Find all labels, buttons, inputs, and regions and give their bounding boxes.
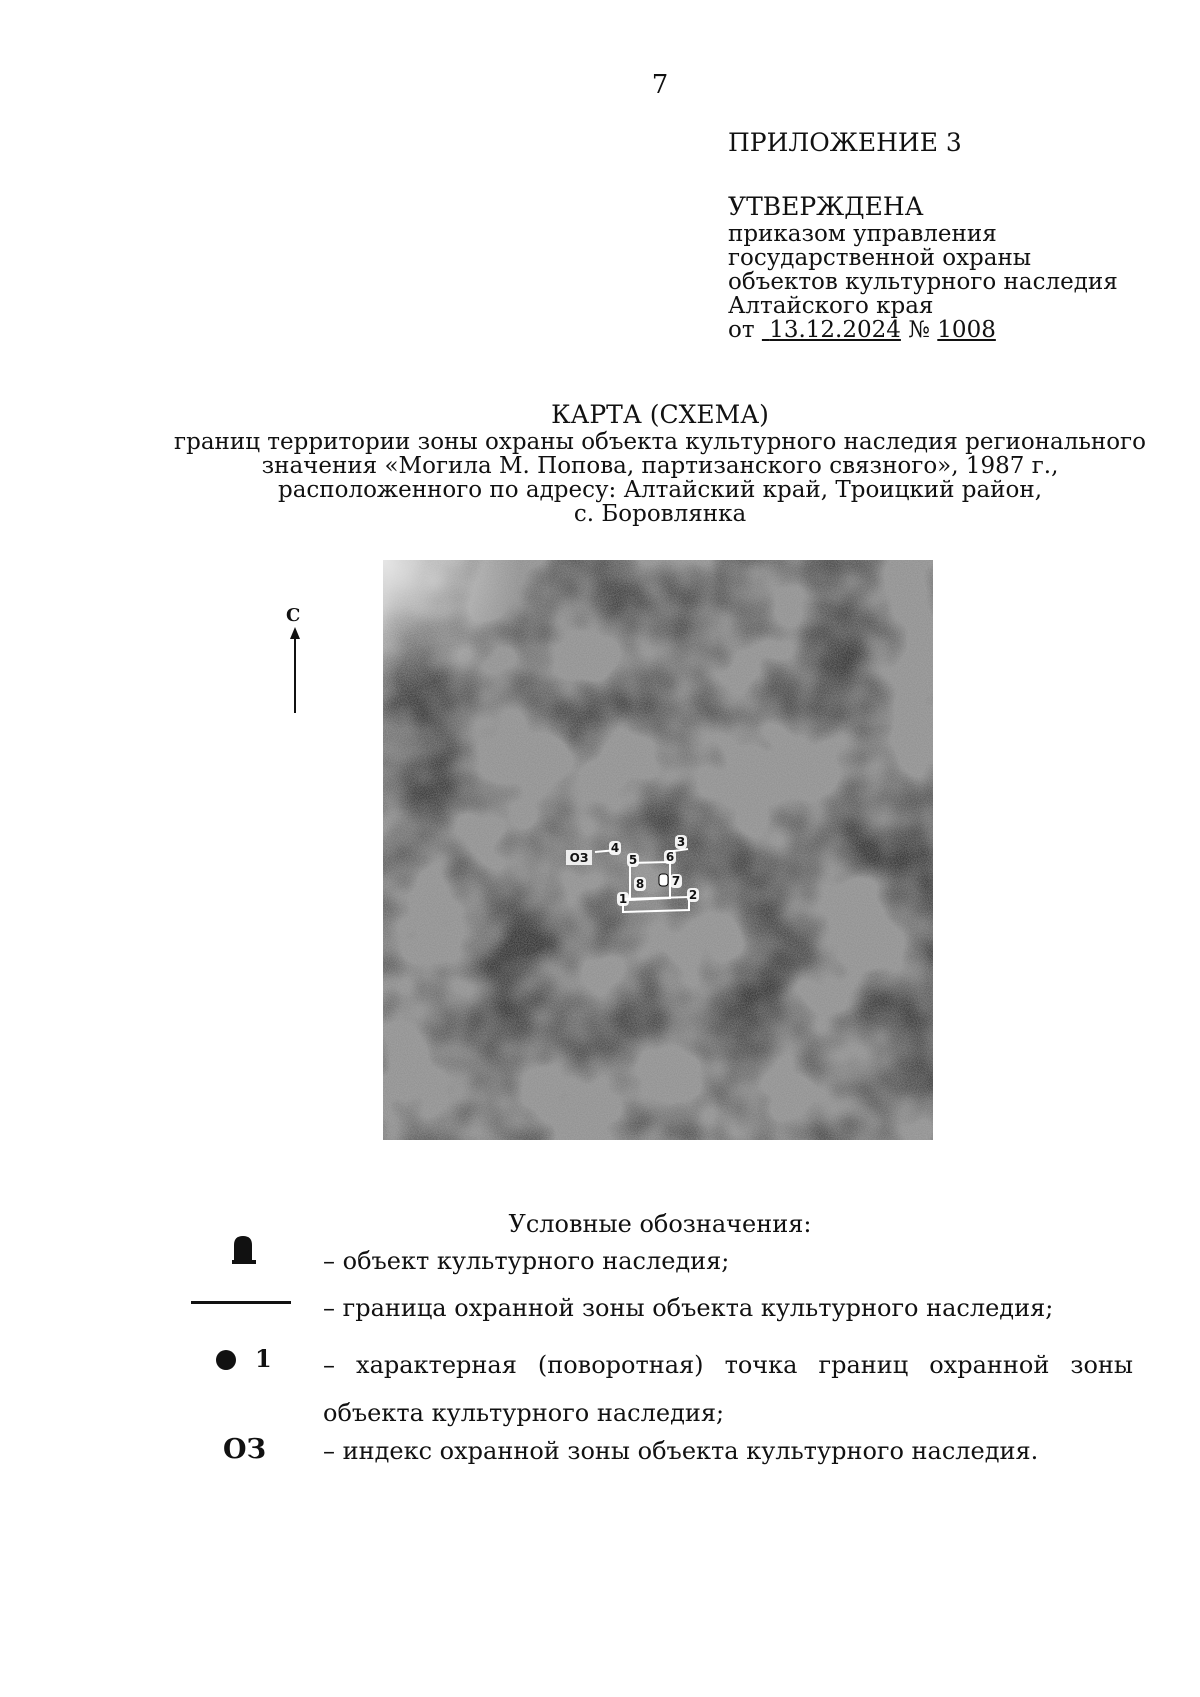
date-prefix: от	[728, 317, 755, 343]
map-point	[675, 835, 687, 849]
map-point	[670, 874, 682, 888]
title-line: с. Боровлянка	[573, 501, 747, 527]
title-line: границ территории зоны охраны объекта культурного наследия регионального	[174, 429, 1146, 455]
monument-marker	[659, 874, 668, 886]
svg-text:5: 5	[628, 853, 638, 867]
approval-line: Алтайского края	[728, 293, 934, 319]
appendix-label: ПРИЛОЖЕНИЕ 3	[728, 128, 962, 157]
legend-item-text: – граница охранной зоны объекта культурного наследия;	[323, 1294, 1054, 1322]
approval-line: государственной охраны	[728, 245, 1032, 271]
legend-item-text: – объект культурного наследия;	[323, 1247, 730, 1275]
turning-point-icon	[214, 1344, 274, 1373]
map-point	[609, 841, 621, 855]
north-arrow	[280, 605, 310, 715]
title-line: значения «Могила М. Попова, партизанского связного», 1987 г.,	[261, 453, 1059, 479]
svg-text:8: 8	[635, 877, 645, 891]
title-line: расположенного по адресу: Алтайский край, Троицкий район,	[277, 477, 1043, 503]
approval-number: 1008	[937, 317, 996, 343]
svg-text:2: 2	[688, 888, 698, 902]
map-point	[617, 892, 629, 906]
svg-text:3: 3	[676, 835, 686, 849]
legend-item-text: – характерная (поворотная) точка границ охранной зоны объекта культурного наследия;	[323, 1351, 1133, 1427]
map-point	[627, 853, 639, 867]
svg-text:7: 7	[671, 874, 681, 888]
number-sign: №	[908, 317, 930, 343]
zone-index-text: ОЗ	[569, 851, 589, 865]
svg-text:1: 1	[618, 892, 628, 906]
approval-title: УТВЕРЖДЕНА	[728, 192, 924, 221]
north-arrow-icon	[280, 605, 310, 715]
approval-date: 13.12.2024	[769, 317, 901, 343]
legend-heading: Условные обозначения:	[508, 1210, 812, 1238]
approval-date-line	[728, 318, 996, 342]
boundary-line-icon	[191, 1301, 291, 1304]
legend-item-text: – индекс охранной зоны объекта культурного наследия.	[323, 1437, 1039, 1465]
page-number: 7	[651, 70, 669, 100]
turning-point-label: 1	[255, 1344, 272, 1373]
document-title: КАРТА (СХЕМА)	[551, 400, 769, 429]
zone-index-symbol: ОЗ	[223, 1434, 266, 1465]
satellite-map	[383, 560, 933, 1140]
svg-text:4: 4	[610, 841, 620, 855]
approval-line: приказом управления	[728, 221, 997, 247]
svg-text:6: 6	[665, 850, 675, 864]
monument-icon	[230, 1235, 256, 1265]
north-label: С	[286, 605, 301, 626]
map-image	[383, 560, 933, 1140]
map-point	[687, 888, 699, 902]
zone-index-label	[566, 850, 592, 865]
approval-line: объектов культурного наследия	[728, 269, 1118, 295]
map-point	[664, 850, 676, 864]
map-point	[634, 877, 646, 891]
